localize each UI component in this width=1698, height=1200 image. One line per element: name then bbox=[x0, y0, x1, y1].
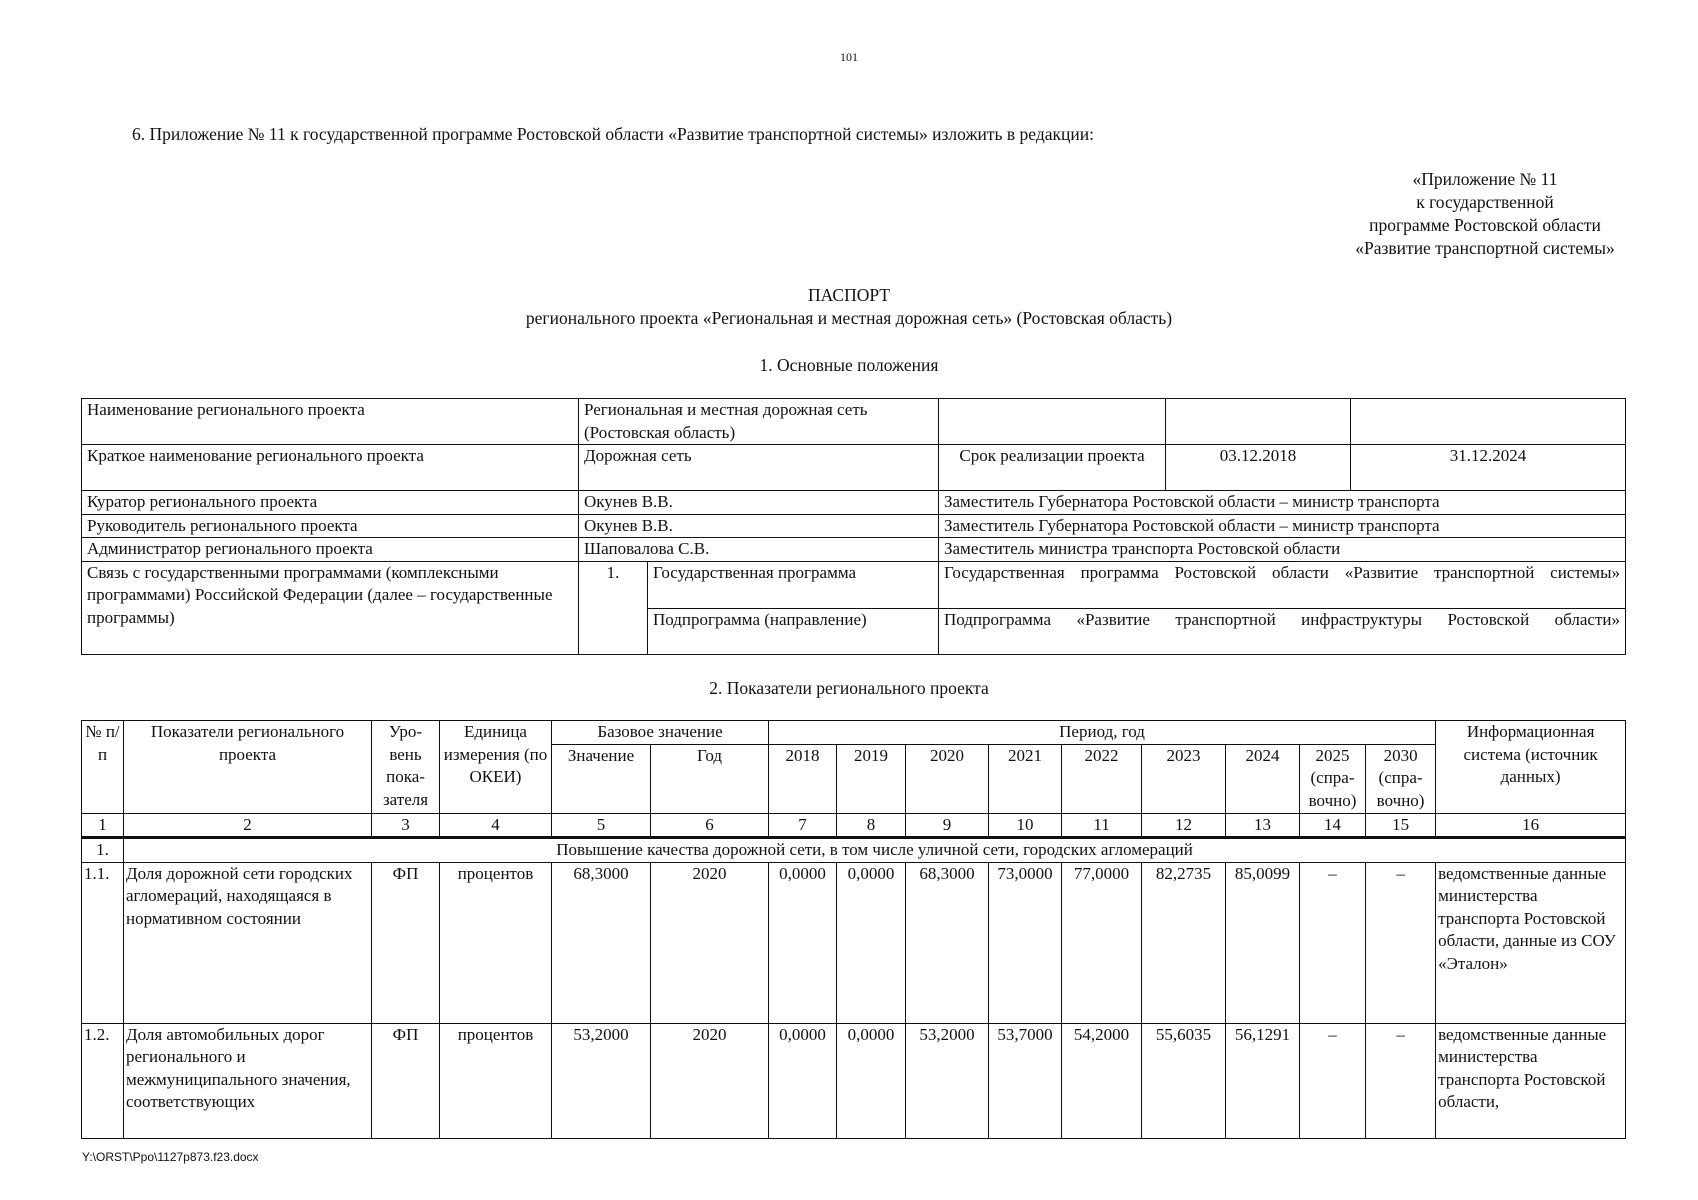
column-number: 12 bbox=[1142, 813, 1226, 838]
header-base-value: Значение bbox=[552, 744, 651, 813]
empty-cell bbox=[1166, 399, 1351, 445]
head-name: Окунев В.В. bbox=[579, 514, 939, 538]
header-year: 2019 bbox=[837, 744, 906, 813]
admin-label: Администратор регионального проекта bbox=[82, 538, 579, 562]
header-info-system: Информационная система (источник данных) bbox=[1436, 721, 1626, 814]
header-year: 2024 bbox=[1226, 744, 1300, 813]
row-value: – bbox=[1366, 862, 1436, 1023]
passport-subtitle: регионального проекта «Региональная и местная дорожная сеть» (Ростовская область) bbox=[525, 308, 1173, 328]
table-row bbox=[82, 538, 1626, 562]
table-row bbox=[82, 862, 1626, 1023]
column-number: 16 bbox=[1436, 813, 1626, 838]
short-name-label: Краткое наименование регионального проекта bbox=[82, 445, 579, 491]
row-value: 0,0000 bbox=[769, 862, 837, 1023]
header-year: 2018 bbox=[769, 744, 837, 813]
row-value: 56,1291 bbox=[1226, 1023, 1300, 1138]
row-value: 53,7000 bbox=[989, 1023, 1062, 1138]
admin-position: Заместитель министра транспорта Ростовской области bbox=[939, 538, 1626, 562]
column-number: 2 bbox=[124, 813, 372, 838]
curator-position: Заместитель Губернатора Ростовской области – министр транспорта bbox=[939, 491, 1626, 515]
indicators-table bbox=[81, 720, 1626, 1139]
row-value: – bbox=[1300, 862, 1366, 1023]
appendix-line: «Развитие транспортной системы» bbox=[1355, 238, 1615, 258]
header-row bbox=[82, 721, 1626, 745]
column-number: 8 bbox=[837, 813, 906, 838]
term-label: Срок реализации проекта bbox=[939, 445, 1166, 491]
program-link-number: 1. bbox=[579, 561, 648, 654]
header-year: 2025 (спра-вочно) bbox=[1300, 744, 1366, 813]
state-program-value: Государственная программа Ростовской области «Развитие транспортной системы» bbox=[939, 561, 1626, 608]
column-number-row bbox=[82, 813, 1626, 838]
row-value: 0,0000 bbox=[769, 1023, 837, 1138]
end-date: 31.12.2024 bbox=[1351, 445, 1626, 491]
short-name-value: Дорожная сеть bbox=[579, 445, 939, 491]
header-year: 2020 bbox=[906, 744, 989, 813]
program-link-label: Связь с государственными программами (комплексными программами) Российской Федерации (далее – государственные программы) bbox=[82, 561, 579, 654]
row-indicator: Доля дорожной сети городских агломераций, находящаяся в нормативном состоянии bbox=[124, 862, 372, 1023]
section2-title: 2. Показатели регионального проекта bbox=[709, 678, 989, 698]
row-base-year: 2020 bbox=[651, 862, 769, 1023]
group-row bbox=[82, 838, 1626, 863]
file-path-footer: Y:\ORST\Ppo\1127p873.f23.docx bbox=[82, 1150, 259, 1164]
header-num: № п/п bbox=[82, 721, 124, 814]
column-number: 5 bbox=[552, 813, 651, 838]
table-row bbox=[82, 491, 1626, 515]
header-year: 2022 bbox=[1062, 744, 1142, 813]
head-position: Заместитель Губернатора Ростовской области – министр транспорта bbox=[939, 514, 1626, 538]
group-title: Повышение качества дорожной сети, в том числе уличной сети, городских агломераций bbox=[124, 838, 1626, 863]
row-unit: процентов bbox=[440, 1023, 552, 1138]
section1-title: 1. Основные положения bbox=[759, 355, 939, 375]
row-indicator: Доля автомобильных дорог регионального и межмуниципального значения, соответствующих bbox=[124, 1023, 372, 1138]
table-row bbox=[82, 514, 1626, 538]
column-number: 13 bbox=[1226, 813, 1300, 838]
header-year: 2023 bbox=[1142, 744, 1226, 813]
row-value: – bbox=[1366, 1023, 1436, 1138]
header-base-year: Год bbox=[651, 744, 769, 813]
row-level: ФП bbox=[372, 862, 440, 1023]
header-unit: Единица измерения (по ОКЕИ) bbox=[440, 721, 552, 814]
row-source: ведомственные данные министерства транспорта Ростовской области, bbox=[1436, 1023, 1626, 1138]
header-base: Базовое значение bbox=[552, 721, 769, 745]
main-provisions-table bbox=[81, 398, 1626, 655]
header-year: 2030 (спра-вочно) bbox=[1366, 744, 1436, 813]
intro-paragraph: 6. Приложение № 11 к государственной программе Ростовской области «Развитие транспортной системы» изложить в редакции: bbox=[132, 124, 1094, 144]
column-number: 4 bbox=[440, 813, 552, 838]
table-row bbox=[82, 445, 1626, 491]
appendix-line: к государственной bbox=[1416, 192, 1554, 212]
start-date: 03.12.2018 bbox=[1166, 445, 1351, 491]
page-number: 101 bbox=[840, 50, 858, 64]
state-program-label: Государственная программа bbox=[648, 561, 939, 608]
row-value: 55,6035 bbox=[1142, 1023, 1226, 1138]
row-value: – bbox=[1300, 1023, 1366, 1138]
row-base-value: 68,3000 bbox=[552, 862, 651, 1023]
column-number: 15 bbox=[1366, 813, 1436, 838]
project-name-label: Наименование регионального проекта bbox=[82, 399, 579, 445]
empty-cell bbox=[939, 399, 1166, 445]
row-value: 68,3000 bbox=[906, 862, 989, 1023]
column-number: 14 bbox=[1300, 813, 1366, 838]
row-unit: процентов bbox=[440, 862, 552, 1023]
head-label: Руководитель регионального проекта bbox=[82, 514, 579, 538]
table-row bbox=[82, 561, 1626, 608]
column-number: 10 bbox=[989, 813, 1062, 838]
appendix-note bbox=[1300, 168, 1670, 260]
empty-cell bbox=[1351, 399, 1626, 445]
row-value: 53,2000 bbox=[906, 1023, 989, 1138]
appendix-line: «Приложение № 11 bbox=[1412, 169, 1558, 189]
row-value: 54,2000 bbox=[1062, 1023, 1142, 1138]
table-row bbox=[82, 399, 1626, 445]
row-value: 0,0000 bbox=[837, 862, 906, 1023]
row-level: ФП bbox=[372, 1023, 440, 1138]
curator-name: Окунев В.В. bbox=[579, 491, 939, 515]
header-level: Уро-вень пока-зателя bbox=[372, 721, 440, 814]
row-base-year: 2020 bbox=[651, 1023, 769, 1138]
column-number: 7 bbox=[769, 813, 837, 838]
curator-label: Куратор регионального проекта bbox=[82, 491, 579, 515]
row-value: 77,0000 bbox=[1062, 862, 1142, 1023]
column-number: 6 bbox=[651, 813, 769, 838]
row-num: 1.2. bbox=[82, 1023, 124, 1138]
subprogram-value: Подпрограмма «Развитие транспортной инфраструктуры Ростовской области» bbox=[939, 608, 1626, 654]
row-base-value: 53,2000 bbox=[552, 1023, 651, 1138]
header-period: Период, год bbox=[769, 721, 1436, 745]
header-year: 2021 bbox=[989, 744, 1062, 813]
column-number: 3 bbox=[372, 813, 440, 838]
row-value: 82,2735 bbox=[1142, 862, 1226, 1023]
row-value: 73,0000 bbox=[989, 862, 1062, 1023]
group-num: 1. bbox=[82, 838, 124, 863]
passport-title: ПАСПОРТ bbox=[808, 285, 890, 305]
column-number: 11 bbox=[1062, 813, 1142, 838]
row-value: 0,0000 bbox=[837, 1023, 906, 1138]
column-number: 9 bbox=[906, 813, 989, 838]
row-value: 85,0099 bbox=[1226, 862, 1300, 1023]
header-indicator: Показатели регионального проекта bbox=[124, 721, 372, 814]
appendix-line: программе Ростовской области bbox=[1369, 215, 1601, 235]
table-row bbox=[82, 1023, 1626, 1138]
admin-name: Шаповалова С.В. bbox=[579, 538, 939, 562]
subprogram-label: Подпрограмма (направление) bbox=[648, 608, 939, 654]
row-source: ведомственные данные министерства транспорта Ростовской области, данные из СОУ «Эталон» bbox=[1436, 862, 1626, 1023]
project-name-value: Региональная и местная дорожная сеть (Ростовская область) bbox=[579, 399, 939, 445]
row-num: 1.1. bbox=[82, 862, 124, 1023]
column-number: 1 bbox=[82, 813, 124, 838]
